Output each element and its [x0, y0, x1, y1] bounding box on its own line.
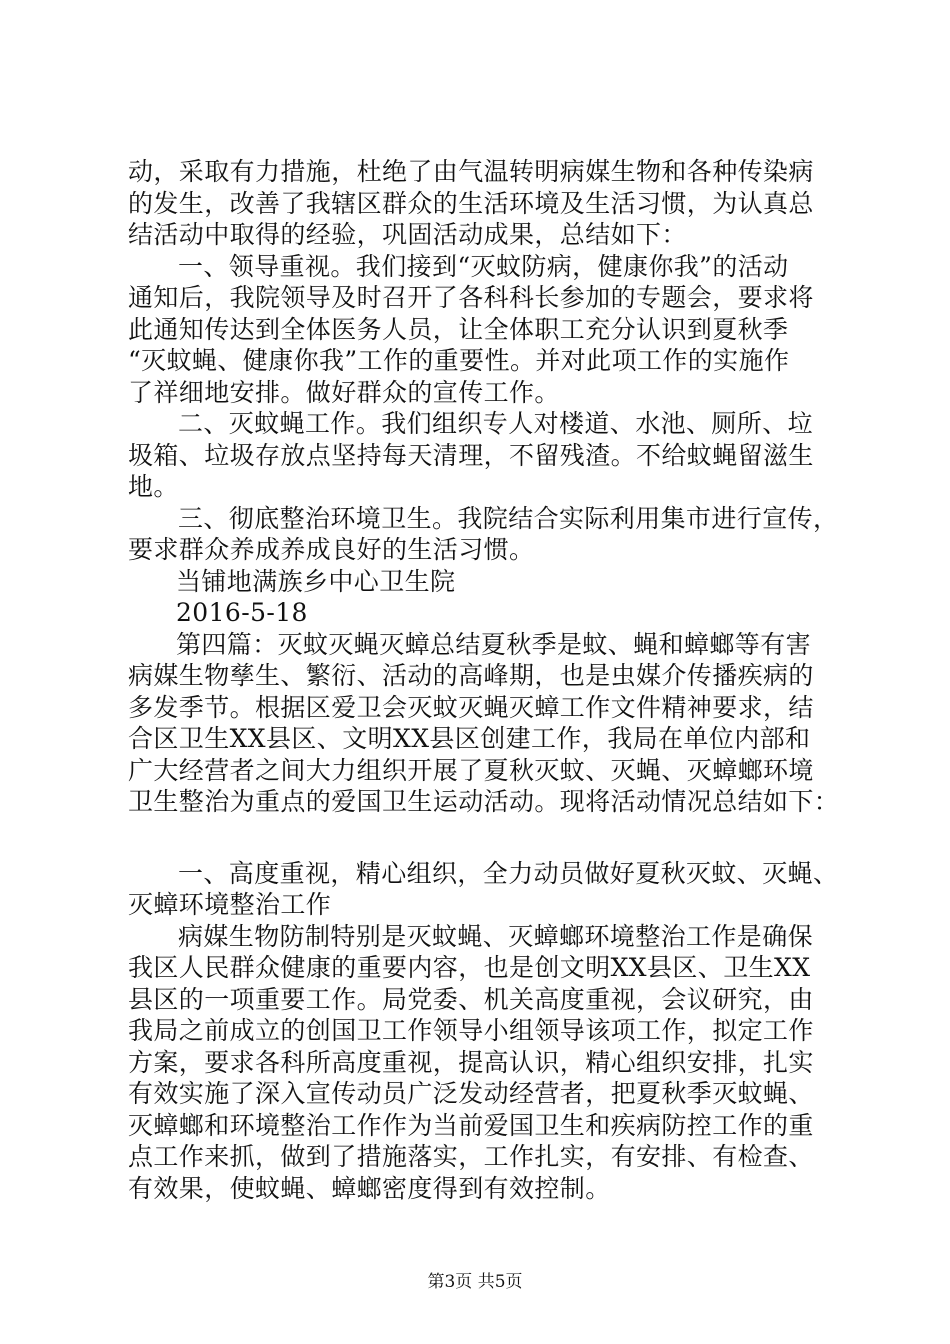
text-line: 点工作来抓，做到了措施落实，工作扎实，有安排、有检查、	[128, 1142, 814, 1171]
page-number-footer: 第3页 共5页	[427, 1272, 523, 1292]
signature-date: 2016-5-18	[176, 598, 308, 627]
text-line: 卫生整治为重点的爱国卫生运动活动。现将活动情况总结如下：	[128, 787, 840, 816]
text-line: “灭蚊蝇、健康你我”工作的重要性。并对此项工作的实施作	[128, 346, 790, 375]
text-line: 通知后，我院领导及时召开了各科科长参加的专题会，要求将	[128, 283, 814, 312]
text-line: 我区人民群众健康的重要内容，也是创文明XX县区、卫生XX	[128, 953, 811, 982]
text-line: 此通知传达到全体医务人员，让全体职工充分认识到夏秋季	[128, 314, 789, 344]
document-body	[128, 156, 840, 1204]
section-two-heading-line: 二、灭蚊蝇工作。我们组织专人对楼道、水池、厕所、垃	[178, 409, 814, 438]
blank-line	[128, 818, 834, 858]
text-line: 广大经营者之间大力组织开展了夏秋灭蚊、灭蝇、灭蟑螂环境	[128, 755, 814, 785]
text-line: 结活动中取得的经验，巩固活动成果，总结如下：	[128, 220, 687, 249]
text-line: 合区卫生XX县区、文明XX县区创建工作，我局在单位内部和	[128, 724, 811, 753]
text-line: 了祥细地安排。做好群众的宣传工作。	[128, 377, 560, 407]
text-line: 有效实施了深入宣传动员广泛发动经营者，把夏秋季灭蚊蝇、	[128, 1079, 814, 1108]
chapter-four-title-line: 第四篇：灭蚊灭蝇灭蟑总结夏秋季是蚊、蝇和蟑螂等有害	[176, 629, 812, 659]
text-line: 有效果，使蚊蝇、蟑螂密度得到有效控制。	[128, 1173, 611, 1203]
text-line: 县区的一项重要工作。局党委、机关高度重视，会议研究，由	[128, 984, 814, 1014]
text-line: 方案，要求各科所高度重视，提高认识，精心组织安排，扎实	[128, 1047, 814, 1077]
text-line: 动，采取有力措施，杜绝了由气温转明病媒生物和各种传染病	[128, 157, 814, 186]
text-line: 灭蟑螂和环境整治工作作为当前爱国卫生和疾病防控工作的重	[128, 1110, 814, 1140]
text-line: 多发季节。根据区爱卫会灭蚊灭蝇灭蟑工作文件精神要求，结	[128, 692, 814, 722]
signature-organization: 当铺地满族乡中心卫生院	[176, 566, 456, 596]
section-three-heading-line: 三、彻底整治环境卫生。我院结合实际利用集市进行宣传，	[178, 503, 839, 533]
text-line: 地。	[128, 472, 179, 501]
text-line: 病媒生物孳生、繁衍、活动的高峰期，也是虫媒介传播疾病的	[128, 661, 814, 690]
text-line: 要求群众养成养成良好的生活习惯。	[128, 535, 535, 564]
section-one-heading-line: 一、领导重视。我们接到“灭蚊防病，健康你我”的活动	[178, 251, 789, 281]
text-line: 圾箱、垃圾存放点坚持每天清理，不留残渣。不给蚊蝇留滋生	[128, 440, 814, 470]
text-line: 我局之前成立的创国卫工作领导小组领导该项工作，拟定工作	[128, 1016, 814, 1045]
text-line: 灭蟑环境整治工作	[128, 890, 332, 919]
paragraph-start-line: 病媒生物防制特别是灭蚊蝇、灭蟑螂环境整治工作是确保	[178, 921, 814, 951]
subsection-one-heading-line: 一、高度重视，精心组织，全力动员做好夏秋灭蚊、灭蝇、	[178, 858, 839, 888]
text-line: 的发生，改善了我辖区群众的生活环境及生活习惯，为认真总	[128, 188, 814, 218]
